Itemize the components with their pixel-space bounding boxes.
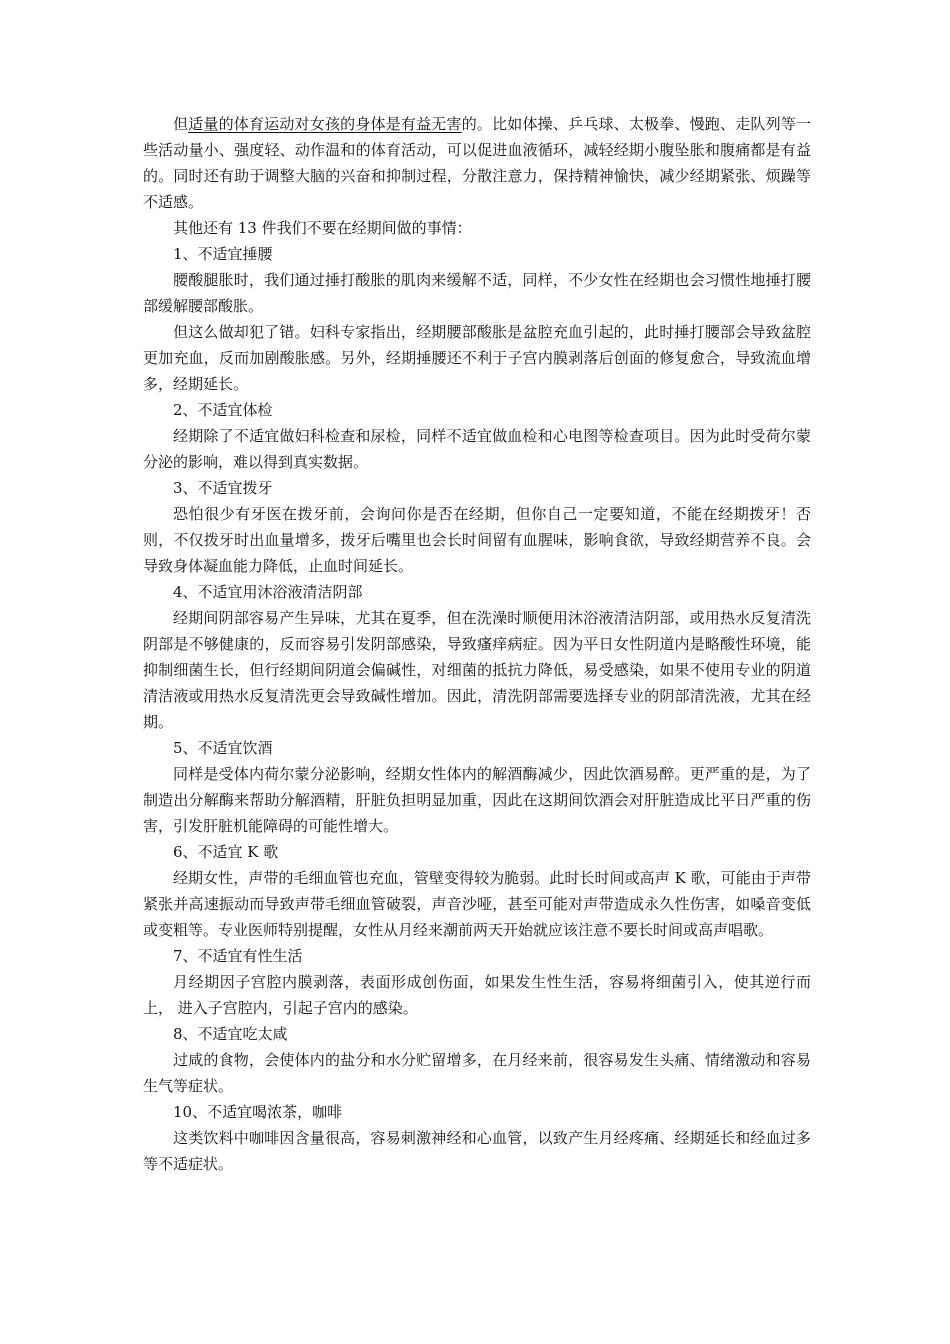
section-7-paragraph-1: 月经期因子宫腔内膜剥落，表面形成创伤面，如果发生性生活，容易将细菌引入，使其逆行而上， 进入子宫腔内，引起子宫内的感染。 xyxy=(143,973,811,1017)
intro-underlined-text[interactable]: 适量的体育运动对女孩的身体是有益无害 xyxy=(188,115,462,133)
section-10-heading: 10、不适宜喝浓茶，咖啡 xyxy=(173,1103,343,1121)
lead-in-text: 其他还有 13 件我们不要在经期间做的事情： xyxy=(173,219,472,237)
section-4-heading: 4、不适宜用沐浴液清洁阴部 xyxy=(173,583,363,601)
section-1-heading: 1、不适宜捶腰 xyxy=(173,245,273,263)
intro-paragraph xyxy=(143,111,811,215)
section-1-paragraph-1: 腰酸腿胀时，我们通过捶打酸胀的肌肉来缓解不适，同样，不少女性在经期也会习惯性地捶打腰部缓解腰部酸胀。 xyxy=(143,271,811,315)
section-3-paragraph-1: 恐怕很少有牙医在拨牙前，会询问你是否在经期，但你自己一定要知道，不能在经期拨牙！否则，不仅拨牙时出血量增多，拨牙后嘴里也会长时间留有血腥味，影响食欲，导致经期营养不良。会导致身体凝血能力降低，止血时间延长。 xyxy=(143,505,811,575)
intro-lead: 但 xyxy=(173,115,189,133)
section-4-paragraph-1: 经期间阴部容易产生异味，尤其在夏季，但在洗澡时顺便用沐浴液清洁阴部，或用热水反复清洗阴部是不够健康的，反而容易引发阴部感染，导致瘙痒病症。因为平日女性阴道内是略酸性环境，能抑制细菌生长，但行经期间阴道会偏碱性，对细菌的抵抗力降低，易受感染，如果不使用专业的阴道清洁液或用热水反复清洗更会导致碱性增加。因此，清洗阴部需要选择专业的阴部清洗液，尤其在经期。 xyxy=(143,609,811,731)
section-3-heading: 3、不适宜拨牙 xyxy=(173,479,273,497)
intro-rest: 的。比如体操、乒乓球、太极拳、慢跑、走队列等一些活动量小、强度轻、动作温和的体育活动，可以促进血液循环，减轻经期小腹坠胀和腹痛都是有益的。同时还有助于调整大脑的兴奋和抑制过程，分散注意力，保持精神愉快，减少经期紧张、烦躁等不适感。 xyxy=(143,115,811,211)
section-6-paragraph-1: 经期女性，声带的毛细血管也充血，管壁变得较为脆弱。此时长时间或高声 K 歌，可能由于声带紧张并高速振动而导致声带毛细血管破裂，声音沙哑，甚至可能对声带造成永久性伤害，如嗓音变低或变粗等。专业医师特别提醒，女性从月经来潮前两天开始就应该注意不要长时间或高声唱歌。 xyxy=(143,869,811,939)
section-5-heading: 5、不适宜饮酒 xyxy=(173,739,273,757)
section-8-heading: 8、不适宜吃太咸 xyxy=(173,1025,288,1043)
section-7-heading: 7、不适宜有性生活 xyxy=(173,947,303,965)
section-1-paragraph-2: 但这么做却犯了错。妇科专家指出，经期腰部酸胀是盆腔充血引起的，此时捶打腰部会导致盆腔更加充血，反而加剧酸胀感。另外，经期捶腰还不利于子宫内膜剥落后创面的修复愈合，导致流血增多，经期延长。 xyxy=(143,323,811,393)
section-8-paragraph-1: 过咸的食物，会使体内的盐分和水分贮留增多，在月经来前，很容易发生头痛、情绪激动和容易生气等症状。 xyxy=(143,1051,811,1095)
section-2-paragraph-1: 经期除了不适宜做妇科检查和尿检，同样不适宜做血检和心电图等检查项目。因为此时受荷尔蒙分泌的影响，难以得到真实数据。 xyxy=(143,427,811,471)
document-page xyxy=(143,111,811,1177)
section-5-paragraph-1: 同样是受体内荷尔蒙分泌影响，经期女性体内的解酒酶减少，因此饮酒易醉。更严重的是，为了制造出分解酶来帮助分解酒精，肝脏负担明显加重，因此在这期间饮酒会对肝脏造成比平日严重的伤害，引发肝脏机能障碍的可能性增大。 xyxy=(143,765,811,835)
section-6-heading: 6、不适宜 K 歌 xyxy=(173,843,279,861)
section-10-paragraph-1: 这类饮料中咖啡因含量很高，容易刺激神经和心血管，以致产生月经疼痛、经期延长和经血过多等不适症状。 xyxy=(143,1129,811,1173)
section-2-heading: 2、不适宜体检 xyxy=(173,401,273,419)
